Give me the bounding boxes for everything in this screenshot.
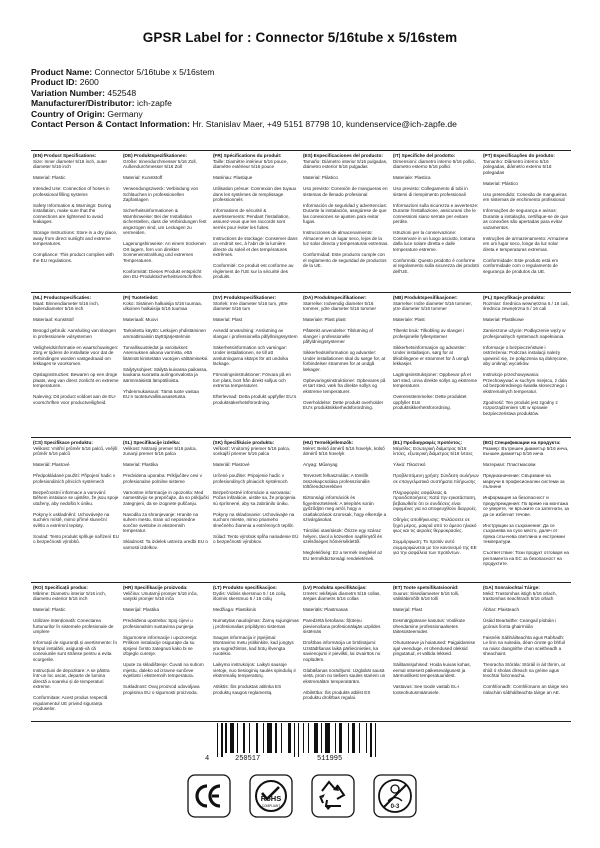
svg-text:0-3: 0-3 (390, 804, 400, 810)
barcode-bar (294, 723, 295, 757)
spec-lv: (LV) Produkta specifikācijas: Izmērs: Iekšējais diametrs 5/16 collas, ārējais diametrs 5/16 collas Materiāls: Plastmasas Paredzētā lietošana: Šļūteņu pievienošana profesionālajās uzpildes sistēmās Drošības informācija un brīdinājumi: Uzstādīšanas laikā pārliecinieties, ka savienojumi ir pievilkti, lai izvairītos no noplūdēm. Glabāšanas norādījumi: Uzglabāt sausā vietā, prom no tiešiem saules stariem un ekstremālām temperatūrām. Atbilstība: Šis produkts atbilst ES produktu drošības regulai. (303, 585, 386, 701)
info-manufacturer: Manufacturer/Distributor: ich-zapfe (31, 98, 172, 109)
barcode-bar (256, 723, 259, 753)
ce-mark-icon (187, 774, 231, 818)
barcode-bar (370, 723, 371, 757)
spec-bg: (BG) Спецификации на продукта: Размер: Вътрешен диаметър 5/16 инча, външен диаметър 5/16 инча Материал: Пластмасови Предназначение: Свързване на маркучи в професионални системи за пълнене Информация за безопасност и предупреждения: По време на монтажа се уверете, че връзките са затегнати, за да се избегнат течове. Инструкции за съхранение: Да се съхранява на сухо място, далеч от пряка слънчева светлина и екстремни температури. Съответствие: Този продукт отговаря на регламента на ЕС за безопасност на продуктите. (483, 440, 569, 567)
spec-lt: (LT) Produkto specifikacijos: Dydis: Vidinis skersmuo 5 / 16 colių, išorinis skersmuo 5 / 16 colių Medžiaga: Plastikinis Numatytas naudojimas: Žarnų sujungimas į profesionalias pripildymo sistemas Saugos informacija ir įspėjimai: Montavimo metu įsitikinkite, kad jungtys yra sugriežtintos, kad būtų išvengta nuotėkio. Laikymo instrukcijos: Laikyti sausoje vietoje, nuo tiesioginių saulės spindulių ir ekstremalių temperatūrų. Atitiktis: Šis produktas atitinka ES produktų saugos reglamentą. (213, 585, 299, 695)
info-product-id: Product ID: 2600 (31, 77, 99, 88)
barcode-bar (375, 723, 376, 757)
info-product-name: Product Name: Connector 5/16tube x 5/16stem (31, 67, 215, 77)
info-variation-number: Variation Number: 452548 (31, 87, 137, 98)
compliance-logos (187, 774, 417, 820)
barcode-bar (249, 723, 250, 753)
barcode-bar (217, 723, 218, 757)
barcode-bar (230, 723, 234, 753)
product-info (31, 67, 591, 129)
spec-band (31, 150, 571, 292)
spec-es: (ES) Especificaciones del producto: Tamaño: Diámetro interior 5/16 pulgadas, diámetro exterior 5/16 pulgadas Material: Plástico Uso previsto: Conexión de mangueras en sistemas de llenado profesional Información de seguridad y advertencias: Durante la instalación, asegúrese de que las conexiones se ajusten para evitar fugas. Instrucciones de almacenamiento: Almacene en un lugar seco, lejos de la luz solar directa y temperaturas extremas. Conformidad: Este producto cumple con el reglamento de seguridad de productos de la UE. (303, 153, 389, 269)
spec-sl: (SL) Specifikacije izdelka: Velikost: Notranji premer 5/16 palca, zunanji premer 5/16 palca Material: Plastika Predvidena uporaba: Priključitev cevi v profesionalne polnilne sisteme Varnostne informacije in opozorila: Med namestitvijo se prepričajte, da so priključki zategnjeni, da se izognete puščanju. Navodila za shranjevanje: Hranite na suhem mestu, stran od neposredne sončne svetlobe in ekstremnih temperatur. Skladnost: Ta izdelek ustreza uredbi EU o varnosti izdelkov. (123, 440, 209, 550)
spec-de: (DE) Produktspezifikationen: Größe: Innendurchmesser 5/16 Zoll, Außendurchmesser 5/16 Zoll Material: Kunststoff Verwendungszweck: Verbindung von Schläuchen in professionellen Zapfanlagen Sicherheitsinformationen & Warnhinweise: Bei der Installation sicherstellen, dass die Verbindungen fest angezogen sind, um Leckagen zu vermeiden. Lagerungshinweise: An einem trockenen Ort lagern, fern von direkter Sonneneinstrahlung und extremen Temperaturen. Konformität: Dieses Produkt entspricht den EU-Produktsicherheitsvorschriften. (123, 153, 207, 280)
barcode-bar (275, 723, 276, 753)
svg-text:COMPLIANT: COMPLIANT (261, 804, 281, 808)
barcode-bar (281, 723, 282, 753)
page-title: GPSR Label for : Connector 5/16tube x 5/16stem (142, 30, 458, 45)
svg-text:RoHS: RoHS (260, 794, 282, 803)
barcode-bar (366, 723, 367, 753)
ean-barcode (205, 723, 395, 763)
barcode-bar (221, 723, 222, 757)
spec-grid (31, 150, 571, 722)
spec-band (31, 292, 571, 437)
barcode-bar (298, 723, 299, 757)
barcode-bar (314, 723, 318, 753)
spec-el: (EL) Προδιαγραφές προϊόντος: Μέγεθος: Εσωτερική διάμετρος 5/16 ίντσες, εξωτερική διάμετρος 5/16 ίντσες Υλικό: Πλαστικό Προβλεπόμενη χρήση: Σύνδεση σωλήνων σε επαγγελματικά συστήματα πλήρωσης Πληροφορίες ασφάλειας & προειδοποιήσεις: Κατά την εγκατάσταση, βεβαιωθείτε ότι οι συνδέσεις είναι σφιγμένες για να αποφευχθούν διαρροές. Οδηγίες αποθήκευσης: Φυλάσσετε σε ξηρό μέρος, μακριά από το άμεσο ηλιακό φως και τις ακραίες θερμοκρασίες. Συμμόρφωση: Το προϊόν αυτό συμμορφώνεται με τον κανονισμό της ΕΕ για την ασφάλεια των προϊόντων. (393, 440, 479, 556)
spec-da: (DA) Produktspecifikationer: Størrelse: Indvendig diameter 5/16 tommer, ydre diameter 5/16 tommer Materiale: Plast plast Påtænkt anvendelse: Tilslutning af slanger i professionelle påfyldningssystemer Sikkerhedsinformation og advarsler: Under installationen skal du sørge for, at forbindelser strammes for at undgå lækager. Opbevaringsinstruktioner: Opbevares på et tørt sted, væk fra direkte sollys og ekstreme temperaturer. Overholdelse: Dette produkt overholder EU's produktsikkerhedsforordning. (303, 295, 386, 411)
barcode-bar (288, 723, 291, 753)
barcode-group-1: 250517 (235, 755, 261, 763)
spec-pl: (PL) Specyfikacje produktu: Rozmiar: Średnica wewnętrzna 5 / 16 cali, średnica zewnętrzna 5 / 16 cali Materiał: Plastikowe Zamierzone użycie: Podłączenie węży w profesjonalnych systemach napełniania Informacje o bezpieczeństwie i ostrzeżenia: Podczas instalacji należy upewnić się, że połączenia są dokręcone, aby uniknąć wycieków. Instrukcje przechowywania: Przechowywać w suchym miejscu, z dala od bezpośredniego światła słonecznego i ekstremalnych temperatur. Zgodność: Ten produkt jest zgodny z rozporządzeniem UE w sprawie bezpieczeństwa produktów. (483, 295, 569, 416)
spec-en: (EN) Product Specifications: Size: Inner diameter 5/16 inch, outer diameter 5/16 inch Material: Plastic Intended Use: Connection of hoses in professional filling systems Safety Information & Warnings: During installation, make sure that the connections are tightened to avoid leakages. Storage Instructions: Store in a dry place, away from direct sunlight and extreme temperatures. Compliance: This product complies with the EU regulations. (33, 153, 118, 263)
spec-band (31, 582, 571, 722)
barcode-bar (335, 723, 336, 753)
spec-fi: (FI) Tuotetiedot: Koko: Sisäinen halkaisija 5/16 tuumaa, ulkoinen halkaisija 5/16 tuumaa Materiaali: Muovi Tarkoitettu käyttö: Letkujen yhdistäminen ammattimaisiin täyttöjärjestelmiin Turvallisuustiedot ja varoitukset: Asennuksen aikana varmista, että liitännät kiristetään vuotojen välttämiseksi. Säilytysohjeet: Säilytä kuivassa paikassa, kaukana suorasta auringonvalosta ja äärimmäisistä lämpötiloista. Yhdenmukaisuus: Tämä tuote vastaa EU:n tuoteturvallisuusasetusta. (123, 295, 209, 400)
spec-sk: (SK) Špecifikácie produktu: Veľkosť: Vnútorný priemer 5/16 palca, vonkajší priemer 5/16 palca Materiál: Plastové Určené použitie: Pripojenie hadíc v profesionálnych plniacich systémoch Bezpečnostné informácie a varovania: Počas inštalácie, uistite sa, že pripojenia sú sprísnené, aby sa zabránilo úniku. Pokyny na skladovanie: Uchovávajte na suchom mieste, mimo priameho slnečného žiarenia a extrémnych teplôt. Súlad: Tento výrobok spĺňa nariadenie EÚ o bezpečnosti výrobkov. (213, 440, 299, 545)
spec-it: (IT) Specifiche del prodotto: Dimensioni: diametro interno 5/16 pollici, diametro esterno 5/16 pollici Materiale: Plastica Uso previsto: Collegamento di tubi in sistemi di riempimento professionali Informazioni sulla sicurezza e avvertenze: Durante l'installazione, assicurarsi che le connessioni siano serrate per evitare perdite. Istruzioni per la conservazione: Conservare in un luogo asciutto, lontano dalla luce solare diretta e dalle temperature estreme. Conformità: Questo prodotto è conforme al regolamento sulla sicurezza dei prodotti dell'UE. (393, 153, 479, 274)
spec-nl: (NL) Productspecificaties: Maat: Binnendiameter 5/16 inch, buitendiameter 5/16 inch Materiaal: Kunststof Beoogd gebruik: Aansluiting van slangen in professionele vulsystemen Veiligheidsinformatie en waarschuwingen: Zorg er tijdens de installatie voor dat de verbindingen worden vastgedraaid om lekkages te voorkomen. Opslaginstructies: Bewaren op een droge plaats, weg van direct zonlicht en extreme temperaturen. Naleving: Dit product voldoet aan de EU-voorschriften voor productveiligheid. (33, 295, 119, 405)
spec-cs: (CS) Specifikace produktu: Velikost: Vnitřní průměr 5/16 palců, vnější průměr 5/16 palců Materiál: Plastové Předpokládané použití: Připojení hadic v profesionálních plnicích systémech Bezpečnostní informace a varování: Během instalace se ujistěte, že jsou spoje utaženy, aby nedošlo k úniku. Pokyny k uskladnění: Uchovávejte na suchém místě, mimo přímé sluneční světlo a extrémní teploty. Soulad: Tento produkt splňuje nařízení EU o bezpečnosti výrobků. (33, 440, 119, 545)
age-warning-icon (373, 774, 417, 818)
barcode-bar (225, 723, 228, 753)
rohs-compliant-icon (249, 774, 293, 818)
spec-band (31, 437, 571, 582)
barcode-bar (325, 723, 330, 753)
recycle-icon (311, 774, 355, 818)
barcode-left-digit: 4 (205, 755, 210, 763)
barcode-bar (243, 723, 246, 753)
spec-et: (ET) Toote spetsifikatsioonid: Suurus: Sisediameeter 5/16 tolli, välisläbimõõt 5/16 tolli Materjal: Plast Eesmärgipärane kasutus: Voolikute ühendamine professionaalsetes täitesüsteemides Ohutusteave ja hoiatused: Paigaldamise ajal veenduge, et ühendused oleksid pingutatud, et vältida lekkeid. Säilitamisjuhised: Hoida kuivas kohas, eemal otsesest päikesevalgusest ja äärmuslikest temperatuuridest. Vastavus: See toode vastab EL-i tooteohutusmäärusele. (393, 585, 476, 695)
barcode-bar (352, 723, 355, 753)
barcode-bar (348, 723, 349, 753)
info-contact-person: Contact Person & Contact Information: Hr. Stanislav Maer, +49 5151 87798 10, kundenservice@ich-zapfe.de (31, 119, 457, 130)
barcode-bar (339, 723, 342, 753)
info-country-of-origin: Country of Origin: Germany (31, 108, 143, 119)
barcode-group-2: 511995 (317, 755, 343, 763)
spec-fr: (FR) Spécifications du produit: Taille: Diamètre intérieur 5/16 pouce, diamètre extérieur 5/16 pouce Matériau: Plastique Utilisation prévue: Connexion des tuyaux dans les systèmes de remplissage professionnels Informations de sécurité & avertissements: Pendant l'installation, assurez-vous que les raccords sont serrés pour éviter les fuites. Instructions de stockage: Conserver dans un endroit sec, à l'abri de la lumière directe du soleil et des températures extrêmes. Conformité: Ce produit est conforme au règlement de l'UE sur la sécurité des produits. (213, 153, 298, 280)
spec-hr: (HR) Specifikacije proizvoda: Veličina: Unutarnji promjer 5/16 inča, vanjski promjer 5/16 inča Materijal: Plastika Predviđena upotreba: Spoj cijevi u profesionalnim sustavima punjenja Sigurnosne informacije i upozorenja: Prilikom instalacije osigurajte da su spojevi čvrsto zategnuti kako bi se izbjeglo curenje. Upute za skladištenje: Čuvati na suhom mjestu, daleko od izravne sunčeve svjetlosti i ekstremnih temperatura. Sukladnost: Ovaj proizvod udovoljava propisima EU o sigurnosti proizvoda. (123, 585, 204, 695)
spec-nb: (NB) Produktspesifikasjoner: Størrelse: Indre diameter 5/16 tommer, ytre diameter 5/16 tommer Materiale: Plast Tiltenkt bruk: Tilkobling av slanger i profesjonelle fyllesystemer Sikkerhetsinformasjon og advarsler: Under installasjon, sørg for at tilkoblingene er strammet for å unngå lekkasjer. Lagringsinstruksjoner: Oppbevar på et tørt sted, unna direkte sollys og ekstreme temperaturer. Overensstemmelse: Dette produktet oppfyller EUs produktsikkerhetsforordning. (393, 295, 477, 411)
barcode-bar (267, 723, 272, 753)
spec-sv: (SV) Produktspecifikationer: Storlek: Inre diameter 5/16 tum, yttre diameter 5/16 tum Material: Plast Avsedd användning: Anslutning av slangar i professionella påfyllningssystem Säkerhetsinformation och varningar: Under installationen, se till att anslutningarna skärps för att undvika läckage. Förvaringsinstruktioner: Förvara på en torr plats, bort från direkt solljus och extrema temperaturer. Efterlevnad: Detta produkt uppfyller EU:s produktsäkerhetsförordning. (213, 295, 298, 405)
barcode-bars (217, 723, 387, 755)
spec-ro: (RO) Specificații produs: Mărime: Diametru interior 5/16 inch, diametru exterior 5/16 inch Material: Plastic Utilizare intenționată: Conectarea furtunurilor în sistemele profesionale de umplere Informații de siguranță și avertismente: În timpul instalării, asigurați-vă că conexiunile sunt strânse pentru a evita scurgerile. Instrucțiuni de depozitare: A se păstra într-un loc uscat, departe de lumina directă a soarelui și de temperaturi extreme. Conformitate: Acest produs respectă regulamentul UE privind siguranța produselor. (33, 585, 118, 712)
barcode-bar (359, 723, 360, 753)
barcode-bar (237, 723, 238, 753)
spec-pt: (PT) Especificações do produto: Tamanho: Diâmetro interno 5/16 polegadas, diâmetro externo 5/16 polegadas Material: Plástico Uso pretendido: Conexão de mangueiras em sistemas de enchimento profissional Informações de segurança e avisos: Durante a instalação, certifique-se de que as conexões são apertadas para evitar vazamentos. Instruções de armazenamento: Armazene em um lugar seco, longe da luz solar direta e temperaturas extremas. Conformidade: Este produto está em conformidade com o regulamento de segurança de produtos da UE. (483, 153, 569, 274)
barcode-bar (321, 723, 322, 753)
spec-hu: (HU) Termékjellemzők: Méret: Belső átmérő 5/16 hüvelyk, külső átmérő 5/16 hüvelyk Anyag: Műanyag Tervezett felhasználás: A tömlők összekapcsolása professzionális töltőrendszerekben Biztonsági információk és figyelmeztetések: A telepítés során győződjön meg arról, hogy a csatlakozások szorosak, hogy elkerülje a szivárgásokat. Tárolási utasítások: Őrizze egy száraz helyen, távol a közvetlen napfénytől és szélsőséges hőmérséklettől. Megfelelőség: Ez a termék megfelel az EU termékbiztonsági rendeletének. (303, 440, 387, 561)
spec-ga: (GA) Sonraíochtaí Táirge: Méid: Trastomhas istigh 5/16 orlach, trastomhas seachtrach 5/16 orlach Ábhar: Plaisteach Úsáid Beartaithe: Ceangail píobáin i gcórais líonta ghairmiúla Faisnéis Sábháilteachta agus Rabhadh: Le linn na suiteála, déan cinnte go bhfuil na naisc daingnithe chun sceitheadh a sheachaint. Treoracha Stórála: Stóráil in áit thirim, ar shiúl ó sholas díreach na gréine agus teochtaí foircneacha. Comhlíonadh: Comhlíonann an táirge seo rialachán sábháilteachta táirge an AE. (483, 585, 569, 695)
barcode-bar (263, 723, 264, 753)
barcode-bar (303, 723, 304, 753)
barcode-bar (308, 723, 309, 753)
